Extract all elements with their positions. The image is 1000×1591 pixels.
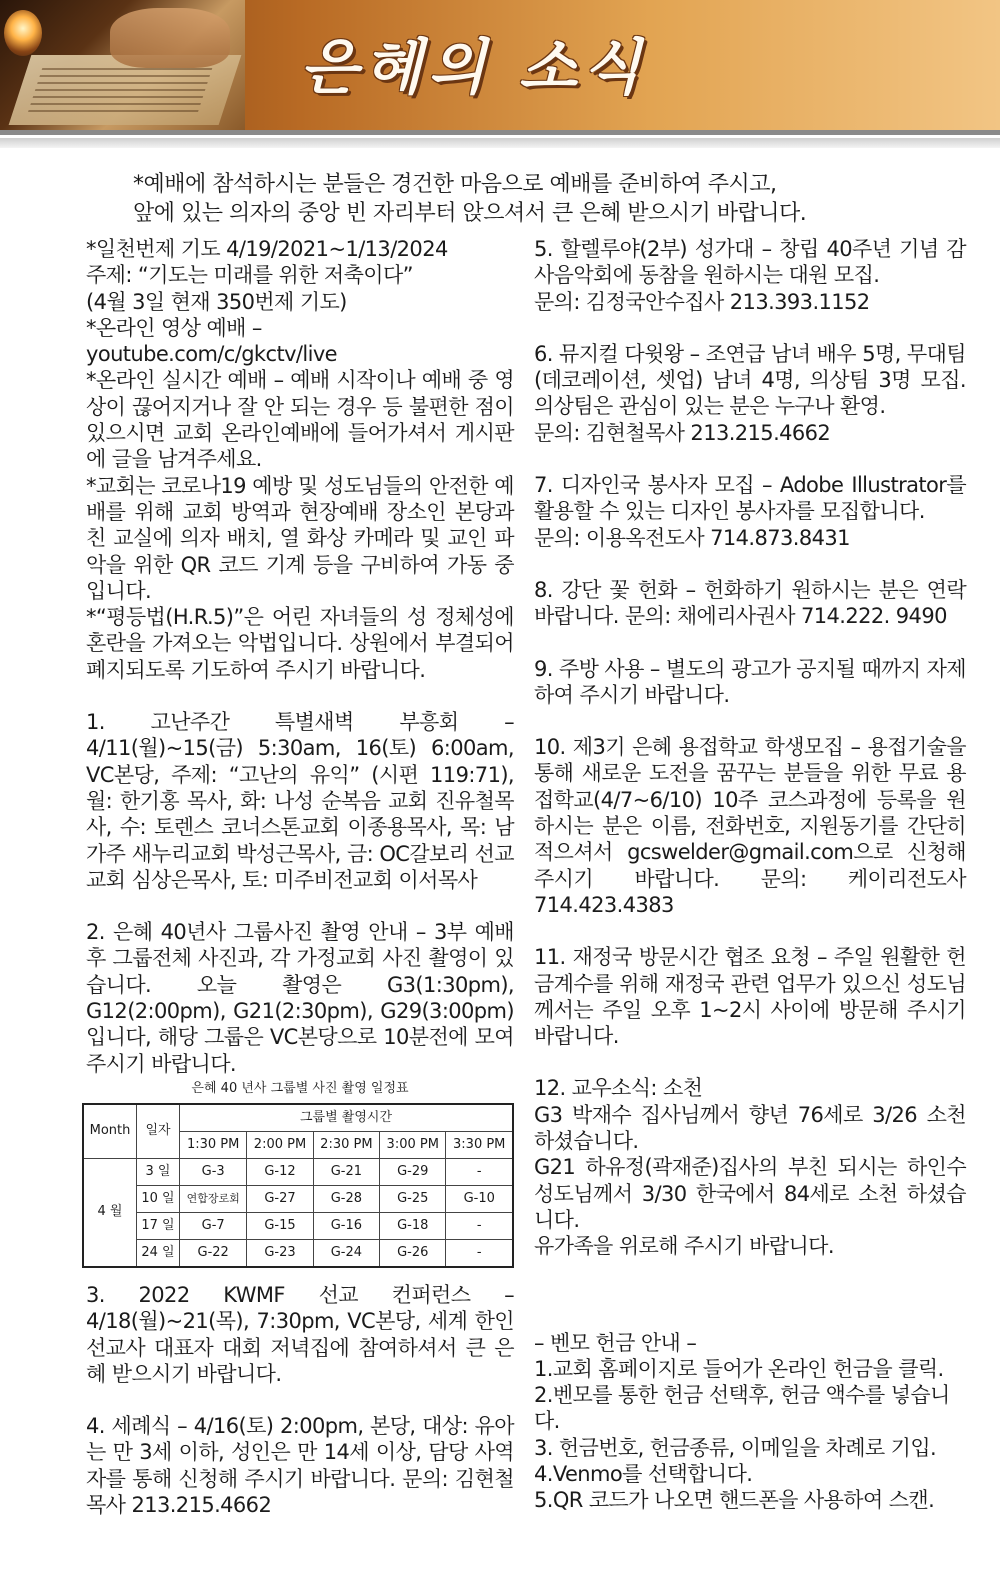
announcement-3: 3. 2022 KWMF 선교 컨퍼런스 – 4/18(월)~21(목), 7:30pm, VC본당, 세계 한인 선교사 대표자 대회 저녁집에 참여하셔서 큰 은혜 받으시기 바랍니다. xyxy=(86,1282,514,1386)
table-cell: G-26 xyxy=(380,1239,446,1267)
divider xyxy=(0,130,1000,135)
announcement-9: 9. 주방 사용 – 별도의 광고가 공지될 때까지 자제하여 주시기 바랍니다. xyxy=(534,656,966,707)
table-header-time: 3:30 PM xyxy=(446,1131,513,1158)
table-header-time: 1:30 PM xyxy=(180,1131,247,1158)
table-cell: G-10 xyxy=(446,1185,513,1212)
announcement-6: 6. 뮤지컬 다윗왕 – 조연급 남녀 배우 5명, 무대팀(데코레이션, 셋업) 남녀 4명, 의상팀 3명 모집. 의상팀은 관심이 있는 분은 누구나 환영. xyxy=(534,341,966,419)
online-live-notice: *온라인 실시간 예배 – 예배 시작이나 예배 중 영상이 끊어지거나 잘 안 되는 경우 등 불편한 점이 있으시면 교회 온라인예배에 들어가셔서 게시판에 글을 남겨주세요. xyxy=(86,368,514,472)
table-header-time: 2:30 PM xyxy=(313,1131,379,1158)
table-cell: G-18 xyxy=(380,1212,446,1239)
announcement-6-contact: 문의: 김현철목사 213.215.4662 xyxy=(534,420,831,445)
left-column xyxy=(86,236,514,1518)
intro-notice xyxy=(133,170,963,228)
table-cell: G-21 xyxy=(313,1158,379,1185)
table-row xyxy=(83,1158,513,1185)
table-cell: G-24 xyxy=(313,1239,379,1267)
table-header-month: Month xyxy=(83,1104,137,1159)
divider-shadow xyxy=(0,138,1000,148)
table-cell: - xyxy=(446,1239,513,1267)
table-cell: 연합장로회 xyxy=(180,1185,247,1212)
table-cell: - xyxy=(446,1158,513,1185)
table-cell: - xyxy=(446,1212,513,1239)
announcement-5-contact: 문의: 김정국안수집사 213.393.1152 xyxy=(534,289,870,314)
venmo-step: 4.Venmo를 선택합니다. xyxy=(534,1461,753,1486)
covid-notice: *교회는 코로나19 예방 및 성도님들의 안전한 예배를 위해 교회 방역과 현장예배 장소인 본당과 친 교실에 의자 배치, 열 화상 카메라 및 교인 파악을 위한 QR 코드 기계 등을 구비하여 가동 중 입니다. xyxy=(86,473,514,603)
table-cell: G-22 xyxy=(180,1239,247,1267)
table-caption: 은혜 40 년사 그룹별 사진 촬영 일정표 xyxy=(191,1080,409,1096)
table-header-time: 2:00 PM xyxy=(247,1131,313,1158)
announcement-5: 5. 할렐루야(2부) 성가대 – 창립 40주년 기념 감사음악회에 동참을 원하시는 대원 모집. xyxy=(534,237,966,288)
table-cell-day: 10 일 xyxy=(137,1185,180,1212)
bible-candle-image xyxy=(0,0,245,130)
right-column xyxy=(534,236,966,1514)
venmo-step: 3. 헌금번호, 헌금종류, 이메일을 차례로 기입. xyxy=(534,1435,937,1460)
candle-icon xyxy=(4,10,42,56)
table-cell: G-25 xyxy=(380,1185,446,1212)
table-cell-day: 17 일 xyxy=(137,1212,180,1239)
announcement-11: 11. 재정국 방문시간 협조 요청 – 주일 원활한 헌금계수를 위해 재정국 관련 업무가 있으신 성도님께서는 주일 오후 1~2시 사이에 방문해 주시기 바랍니다. xyxy=(534,945,966,1049)
announcement-12-b: G21 하유정(곽재준)집사의 부친 되시는 하인수 성도님께서 3/30 한국에서 84세로 소천 하셨습니다. xyxy=(534,1155,966,1232)
announcement-2: 2. 은혜 40년사 그룹사진 촬영 안내 – 3부 예배 후 그룹전체 사진과, 각 가정교회 사진 촬영이 있습니다. 오늘 촬영은 G3(1:30pm), G12(2:00pm), G21(2:30pm), G29(3:00pm)입니다, 해당 그룹은 VC본당으로 10분전에 모여 주시기 바랍니다. xyxy=(86,920,514,1076)
header-banner xyxy=(0,0,1000,130)
announcement-7-contact: 문의: 이용옥전도사 714.873.8431 xyxy=(534,525,850,550)
table-row xyxy=(83,1239,513,1267)
table-header-group: 그룹별 촬영시간 xyxy=(180,1104,514,1132)
announcement-12: 12. 교우소식: 소천 xyxy=(534,1076,703,1101)
table-cell: G-28 xyxy=(313,1185,379,1212)
online-video-notice: *온라인 영상 예배 – youtube.com/c/gkctv/live xyxy=(86,315,337,367)
table-header-time: 3:00 PM xyxy=(380,1131,446,1158)
announcement-7: 7. 디자인국 봉사자 모집 – Adobe Illustrator를 활용할 수 있는 디자인 봉사자를 모집합니다. xyxy=(534,473,966,524)
venmo-title: – 벤모 헌금 안내 – xyxy=(534,1330,697,1355)
table-cell: G-15 xyxy=(247,1212,313,1239)
venmo-step: 1.교회 홈페이지로 들어가 온라인 헌금을 클릭. xyxy=(534,1356,944,1381)
announcement-8: 8. 강단 꽃 헌화 – 헌화하기 원하시는 분은 연락 바랍니다. 문의: 채에리사권사 714.222. 9490 xyxy=(534,577,966,629)
table-cell: G-12 xyxy=(247,1158,313,1185)
table-row xyxy=(83,1212,513,1239)
page-title: 은혜의 소식 xyxy=(300,33,647,103)
announcement-1: 1. 고난주간 특별새벽 부흥회 – 4/11(월)~15(금) 5:30am, 16(토) 6:00am, VC본당, 주제: “고난의 유익” (시편 119:71), 월: 한기홍 목사, 화: 나성 순복음 교회 진유철목사, 수: 토렌스 코너스톤교회 이종용목사, 목: 남가주 새누리교회 박성근목사, 금: OC갈보리 선교교회 심상은목사, 토: 미주비전교회 이서목사 xyxy=(86,710,514,892)
equality-act-notice: *“평등법(H.R.5)”은 어린 자녀들의 성 정체성에 혼란을 가져오는 악법입니다. 상원에서 부결되어 폐지되도록 기도하여 주시기 바랍니다. xyxy=(86,605,514,682)
intro-line: 앞에 있는 의자의 중앙 빈 자리부터 앉으셔서 큰 은혜 받으시기 바랍니다. xyxy=(133,201,807,226)
announcement-12-c: 유가족을 위로해 주시기 바랍니다. xyxy=(534,1234,834,1259)
announcement-4: 4. 세례식 – 4/16(토) 2:00pm, 본당, 대상: 유아는 만 3세 이하, 성인은 만 14세 이상, 담당 사역자를 통해 신청해 주시기 바랍니다. 문의: 김현철목사 213.215.4662 xyxy=(86,1414,514,1517)
venmo-step: 2.벤모를 통한 헌금 선택후, 헌금 액수를 넣습니다. xyxy=(534,1383,950,1434)
prayer-1000: *일천번제 기도 4/19/2021~1/13/2024 xyxy=(86,237,448,261)
photo-schedule-table xyxy=(82,1103,514,1268)
prayer-theme: 주제: “기도는 미래를 위한 저축이다” xyxy=(86,263,413,288)
table-cell: G-29 xyxy=(380,1158,446,1185)
bible-text-lines xyxy=(28,68,213,113)
table-cell: G-23 xyxy=(247,1239,313,1267)
intro-line: *예배에 참석하시는 분들은 경건한 마음으로 예배를 준비하여 주시고, xyxy=(133,172,777,197)
table-cell: G-3 xyxy=(180,1158,247,1185)
table-cell-day: 3 일 xyxy=(137,1158,180,1185)
table-cell-day: 24 일 xyxy=(137,1239,180,1267)
table-cell: G-7 xyxy=(180,1212,247,1239)
table-header-day: 일자 xyxy=(137,1104,180,1159)
table-cell: G-16 xyxy=(313,1212,379,1239)
announcement-10: 10. 제3기 은혜 용접학교 학생모집 – 용접기술을 통해 새로운 도전을 꿈꾸는 분들을 위한 무료 용접학교(4/7~6/10) 10주 코스과정에 등록을 원하시는 분은 이름, 전화번호, 지원동기를 간단히 적으셔서 gcswelder@gmail.com으로 신청해주시기 바랍니다. 문의: 케이리전도사 714.423.4383 xyxy=(534,735,966,917)
venmo-step: 5.QR 코드가 나오면 핸드폰을 사용하여 스캔. xyxy=(534,1488,935,1513)
prayer-count: (4월 3일 현재 350번제 기도) xyxy=(86,289,347,314)
table-cell-month: 4 월 xyxy=(83,1158,137,1267)
praying-hands-image xyxy=(110,8,230,68)
announcement-12-a: G3 박재수 집사님께서 향년 76세로 3/26 소천 하셨습니다. xyxy=(534,1102,966,1154)
table-cell: G-27 xyxy=(247,1185,313,1212)
table-row xyxy=(83,1185,513,1212)
